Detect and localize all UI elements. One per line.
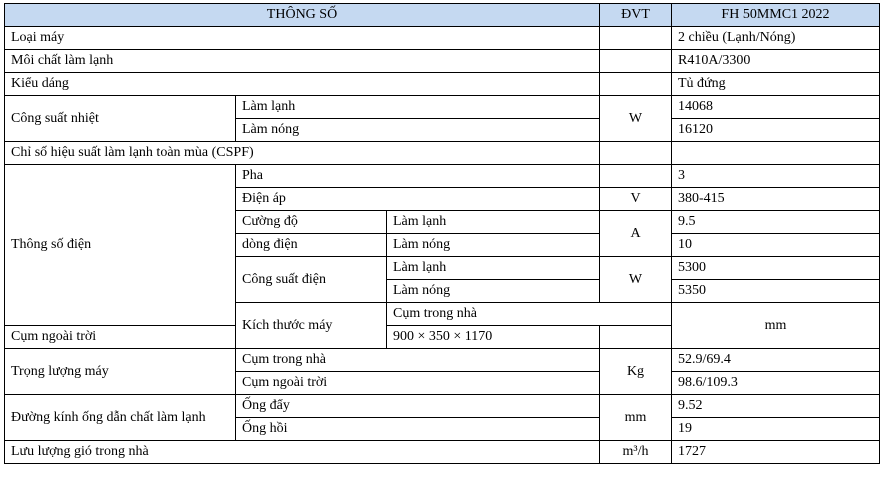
sub-label: Pha: [236, 165, 600, 188]
row-value: [672, 142, 880, 165]
sub-label: Cụm trong nhà: [387, 303, 672, 326]
sub-label: Cụm trong nhà: [236, 349, 600, 372]
row-value: 10: [672, 234, 880, 257]
sub-label: Công suất điện: [236, 257, 387, 303]
row-unit: m³/h: [600, 441, 672, 464]
row-unit: A: [600, 211, 672, 257]
sub-label: Ống đẩy: [236, 395, 600, 418]
sub-sub-label: Làm lạnh: [387, 211, 600, 234]
header-model: FH 50MMC1 2022: [672, 4, 880, 27]
row-unit: V: [600, 188, 672, 211]
row-unit: [600, 50, 672, 73]
table-row: [5, 142, 880, 165]
sub-label: Cụm ngoài trời: [236, 372, 600, 395]
row-label: Chỉ số hiệu suất làm lạnh toàn mùa (CSPF): [5, 142, 600, 165]
sub-label: Làm lạnh: [236, 96, 600, 119]
row-unit: [600, 165, 672, 188]
row-unit: [600, 27, 672, 50]
row-unit: mm: [600, 395, 672, 441]
table-row: [5, 50, 880, 73]
table-row: [5, 96, 880, 119]
row-value: 2 chiều (Lạnh/Nóng): [672, 27, 880, 50]
sub-label: Điện áp: [236, 188, 600, 211]
table-row: [5, 349, 880, 372]
sub-label: Làm nóng: [236, 119, 600, 142]
sub-sub-label: Làm nóng: [387, 280, 600, 303]
sub-label: dòng điện: [236, 234, 387, 257]
header-row: [5, 4, 880, 27]
row-value: 5350: [672, 280, 880, 303]
header-param: THÔNG SỐ: [5, 4, 600, 27]
row-value: 98.6/109.3: [672, 372, 880, 395]
group-label: Trọng lượng máy: [5, 349, 236, 395]
group-label: Công suất nhiệt: [5, 96, 236, 142]
row-label: Môi chất làm lạnh: [5, 50, 600, 73]
row-unit: W: [600, 257, 672, 303]
spec-table: [4, 3, 880, 464]
sub-label: Ống hồi: [236, 418, 600, 441]
row-value: 52.9/69.4: [672, 349, 880, 372]
row-unit: [600, 142, 672, 165]
row-value: 3: [672, 165, 880, 188]
sub-label: Cụm ngoài trời: [5, 326, 387, 349]
row-unit: mm: [672, 303, 880, 349]
sub-sub-label: Làm nóng: [387, 234, 600, 257]
row-value: Tủ đứng: [672, 73, 880, 96]
table-row: [5, 27, 880, 50]
row-value: 9.5: [672, 211, 880, 234]
row-label: Lưu lượng gió trong nhà: [5, 441, 600, 464]
row-value: R410A/3300: [672, 50, 880, 73]
header-unit: ĐVT: [600, 4, 672, 27]
table-row: [5, 73, 880, 96]
row-value: 9.52: [672, 395, 880, 418]
row-value: 1727: [672, 441, 880, 464]
row-label: Kiểu dáng: [5, 73, 600, 96]
row-value: 16120: [672, 119, 880, 142]
sub-label: Cường độ: [236, 211, 387, 234]
group-label: Kích thước máy: [236, 303, 387, 349]
group-label: Đường kính ống dẫn chất làm lạnh: [5, 395, 236, 441]
group-label: Thông số điện: [5, 165, 236, 326]
row-value: 380-415: [672, 188, 880, 211]
row-value: 14068: [672, 96, 880, 119]
sub-sub-label: Làm lạnh: [387, 257, 600, 280]
table-row: [5, 165, 880, 188]
table-row: [5, 395, 880, 418]
row-unit: [600, 73, 672, 96]
row-unit: Kg: [600, 349, 672, 395]
table-row: [5, 441, 880, 464]
row-value: 19: [672, 418, 880, 441]
row-unit: W: [600, 96, 672, 142]
row-value: 900 × 350 × 1170: [387, 326, 600, 349]
row-label: Loại máy: [5, 27, 600, 50]
row-value: 5300: [672, 257, 880, 280]
